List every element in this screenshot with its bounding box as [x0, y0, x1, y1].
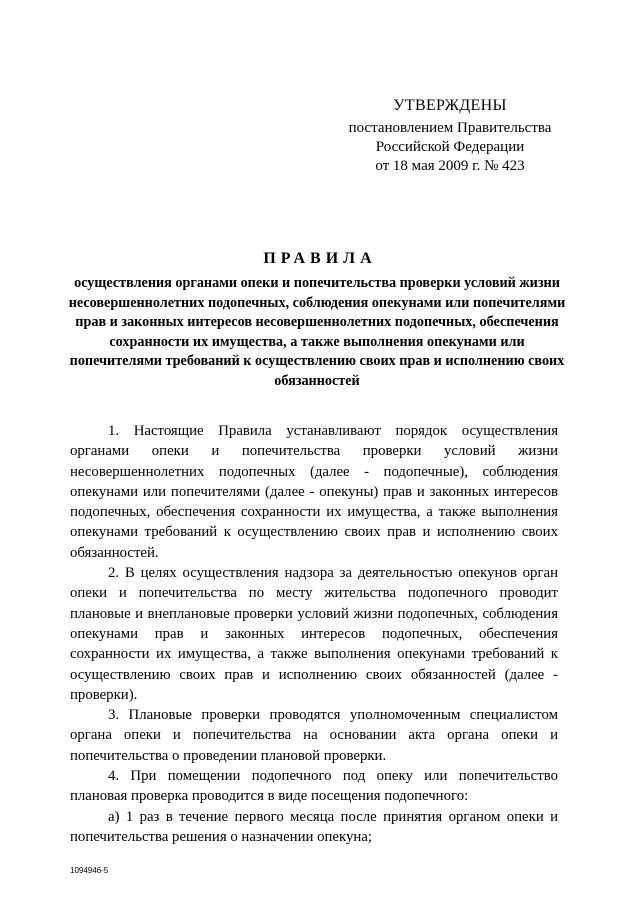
document-subtitle: осуществления органами опеки и попечительства проверки условий жизни несовершеннолетних подопечных, соблюдения опекунами или попечителями прав и законных интересов несовершеннолетних подопечных, обеспечения сохранности их имущества, а также выполнения опекунами или попечителями требований к осуществлению своих прав и исполнению своих обязанностей	[68, 275, 566, 389]
approval-line-2: Российской Федерации	[375, 139, 525, 155]
approval-line-1: постановлением Правительства	[348, 120, 552, 136]
approval-block	[330, 96, 570, 176]
paragraph-3: 3. Плановые проверки проводятся уполномоченным специалистом органа опеки и попечительства на основании акта органа опеки и попечительства о проведении плановой проверки.	[70, 707, 558, 764]
footer-code: 1094946-5	[70, 866, 109, 875]
paragraph-4: 4. При помещении подопечного под опеку или попечительство плановая проверка проводится в виде посещения подопечного:	[70, 768, 558, 805]
approval-line-3: от 18 мая 2009 г. № 423	[375, 158, 525, 174]
approved-heading: УТВЕРЖДЕНЫ	[393, 97, 507, 114]
document-body	[70, 421, 558, 847]
paragraph-2: 2. В целях осуществления надзора за деятельностью опекунов орган опеки и попечительства по месту жительства подопечного проводит плановые и внеплановые проверки условий жизни подопечных, соблюдения опекунами прав и законных интересов подопечных, обеспечения сохранности их имущества, а также выполнения опекунами требований к осуществлению своих прав и исполнению своих обязанностей (далее - проверки).	[70, 565, 558, 703]
paragraph-4a: а) 1 раз в течение первого месяца после принятия органом опеки и попечительства решения о назначении опекуна;	[70, 808, 558, 845]
paragraph-1: 1. Настоящие Правила устанавливают порядок осуществления органами опеки и попечительства проверки условий жизни несовершеннолетних подопечных (далее - подопечные), соблюдения опекунами или попечителями (далее - опекуны) прав и законных интересов подопечных, обеспечения сохранности их имущества, а также выполнения опекунами требований к осуществлению своих прав и исполнению своих обязанностей.	[70, 423, 558, 561]
document-title: ПРАВИЛА	[263, 250, 377, 267]
